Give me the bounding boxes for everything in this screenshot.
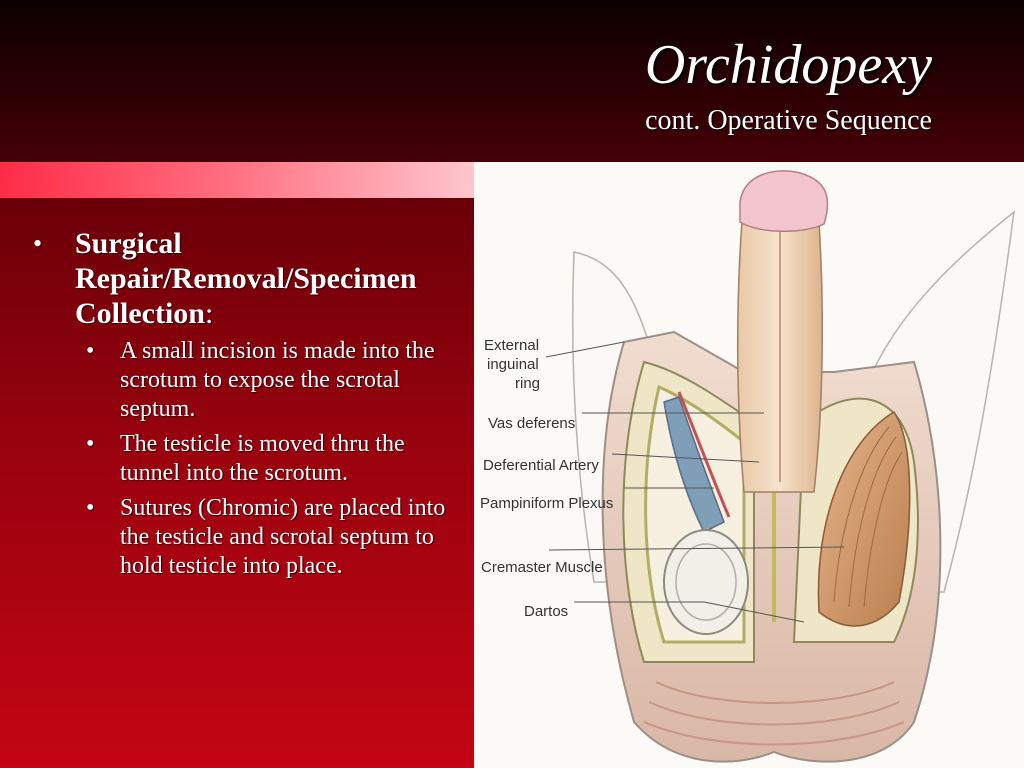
accent-bar bbox=[0, 162, 474, 198]
label-deferential-artery: Deferential Artery bbox=[483, 457, 599, 474]
bullet-icon: • bbox=[86, 338, 95, 364]
title-band bbox=[0, 0, 1024, 162]
slide-subtitle: cont. Operative Sequence bbox=[645, 105, 932, 136]
bullet-icon: • bbox=[86, 431, 95, 457]
list-item-text: The testicle is moved thru the tunnel into the scrotum. bbox=[120, 431, 405, 486]
label-dartos: Dartos bbox=[524, 603, 569, 620]
label-external-inguinal-ring-3: ring bbox=[515, 375, 541, 392]
list-item-text: Sutures (Chromic) are placed into the testicle and scrotal septum to hold testicle into place. bbox=[120, 495, 446, 579]
heading-colon: : bbox=[204, 297, 214, 330]
label-cremaster-muscle: Cremaster Muscle bbox=[481, 559, 603, 576]
list-item bbox=[0, 494, 474, 581]
bullet-icon: • bbox=[33, 229, 43, 258]
bullet-heading bbox=[0, 226, 474, 331]
heading-text: Surgical Repair/Removal/Specimen Collection bbox=[75, 227, 417, 330]
label-external-inguinal-ring-1: External bbox=[484, 337, 540, 354]
label-pampiniform-plexus: Pampiniform Plexus bbox=[480, 495, 614, 512]
list-item bbox=[0, 430, 474, 488]
label-vas-deferens: Vas deferens bbox=[488, 415, 576, 432]
anatomy-illustration bbox=[474, 162, 1024, 768]
list-item-text: A small incision is made into the scrotum to expose the scrotal septum. bbox=[120, 338, 435, 422]
glans bbox=[740, 171, 828, 231]
bullet-list bbox=[0, 226, 474, 581]
sub-bullet-list bbox=[0, 337, 474, 581]
list-item bbox=[0, 337, 474, 424]
bullet-icon: • bbox=[86, 495, 95, 521]
label-external-inguinal-ring-2: inguinal bbox=[487, 356, 539, 373]
slide-title: Orchidopexy bbox=[644, 34, 932, 96]
